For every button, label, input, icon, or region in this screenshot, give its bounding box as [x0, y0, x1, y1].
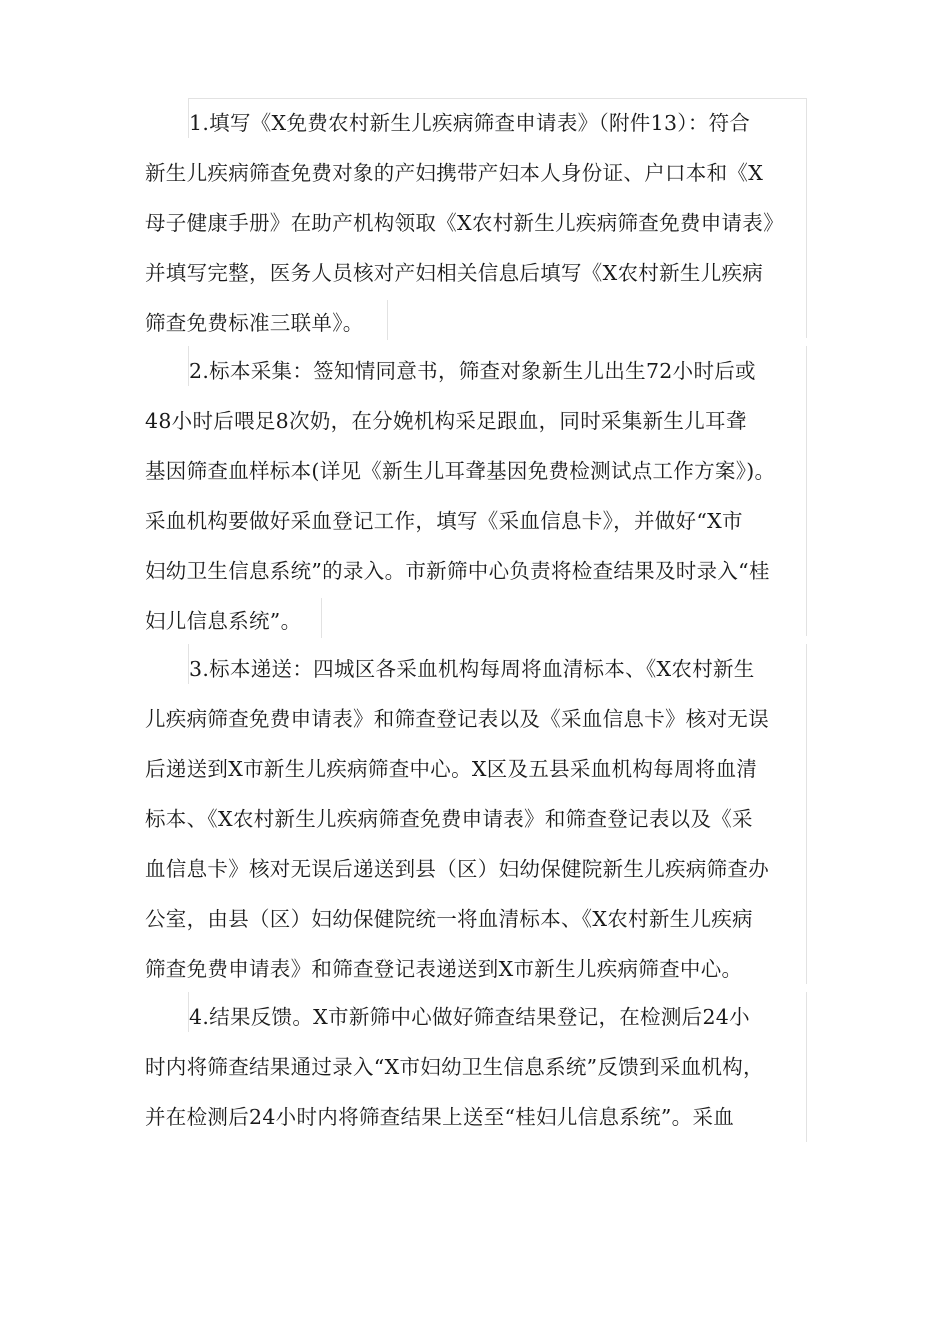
paragraph-line: 血信息卡》核对无误后递送到县（区）妇幼保健院新生儿疾病筛查办: [145, 857, 769, 881]
paragraph-line: 标本、《X农村新生儿疾病筛查免费申请表》和筛查登记表以及《采: [145, 807, 753, 831]
paragraph-line: 基因筛查血样标本(详见《新生儿耳聋基因免费检测试点工作方案》)。: [145, 459, 776, 483]
paragraph-line: 公室，由县（区）妇幼保健院统一将血清标本、《X农村新生儿疾病: [145, 907, 753, 931]
paragraph-4: [145, 992, 815, 1142]
text-guide-line: [806, 992, 807, 1142]
text-guide-line: [188, 992, 189, 1032]
paragraph-line: 筛查免费申请表》和筛查登记表递送到X市新生儿疾病筛查中心。: [145, 957, 743, 981]
text-guide-line: [387, 300, 388, 340]
paragraph-line: 母子健康手册》在助产机构领取《X农村新生儿疾病筛查免费申请表》: [145, 211, 784, 235]
paragraph-line: 儿疾病筛查免费申请表》和筛查登记表以及《采血信息卡》核对无误: [145, 707, 769, 731]
paragraph-3: [145, 644, 815, 994]
paragraph-line: 后递送到X市新生儿疾病筛查中心。X区及五县采血机构每周将血清: [145, 757, 758, 781]
paragraph-line: 4.结果反馈。X市新筛中心做好筛查结果登记，在检测后24小: [189, 1005, 750, 1029]
paragraph-line: 2.标本采集：签知情同意书，筛查对象新生儿出生72小时后或: [189, 359, 756, 383]
text-guide-line: [188, 644, 189, 684]
text-guide-line: [321, 598, 322, 638]
text-guide-line: [806, 346, 807, 636]
paragraph-line: 并填写完整，医务人员核对产妇相关信息后填写《X农村新生儿疾病: [145, 261, 764, 285]
text-guide-line: [806, 644, 807, 984]
paragraph-line: 新生儿疾病筛查免费对象的产妇携带产妇本人身份证、户口本和《X: [145, 161, 764, 185]
text-guide-line: [188, 98, 189, 138]
paragraph-2: [145, 346, 815, 646]
paragraph-line: 采血机构要做好采血登记工作，填写《采血信息卡》，并做好“X市: [145, 509, 743, 533]
paragraph-line: 并在检测后24小时内将筛查结果上送至“桂妇儿信息系统”。采血: [145, 1105, 735, 1129]
paragraph-line: 3.标本递送：四城区各采血机构每周将血清标本、《X农村新生: [189, 657, 755, 681]
paragraph-line: 48小时后喂足8次奶，在分娩机构采足跟血，同时采集新生儿耳聋: [145, 409, 747, 433]
paragraph-line: 妇儿信息系统”。: [145, 609, 302, 633]
paragraph-line: 妇幼卫生信息系统”的录入。市新筛中心负责将检查结果及时录入“桂: [145, 559, 770, 583]
text-guide-line: [188, 346, 189, 386]
paragraph-1: [145, 98, 815, 348]
paragraph-line: 时内将筛查结果通过录入“X市妇幼卫生信息系统”反馈到采血机构，: [145, 1055, 764, 1079]
paragraph-line: 1.填写《X免费农村新生儿疾病筛查申请表》（附件13）：符合: [189, 111, 751, 135]
paragraph-line: 筛查免费标准三联单》。: [145, 311, 364, 335]
text-guide-line: [188, 98, 806, 99]
text-guide-line: [806, 98, 807, 338]
